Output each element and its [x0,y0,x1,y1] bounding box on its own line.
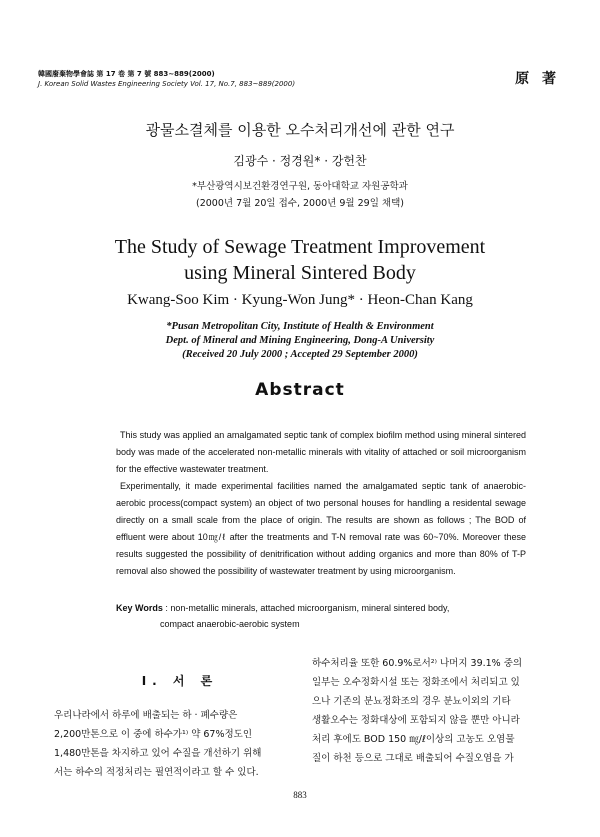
korean-authors: 김광수 · 정경원* · 강헌찬 [233,154,367,168]
body-line: 우리나라에서 하루에 배출되는 하 · 폐수량은 [54,710,238,721]
abstract-body [116,427,526,580]
abstract-paragraph-2: Experimentally, it made experimental facilities named the amalgamated septic tank of anaerobic-aerobic process(compact system) an object of two personal houses for handling a residental sewage directly on a small scale from the place of origin. The results are shown as follows ; The BOD of effluent were about 10㎎/ℓ after the treatments and T-N removal rate was 60~70%. Moreover these results suggested the possibility of denitrification without adding organics and more than 80% of T-P removal also showed the possibility of wastewater treatment by using microorganism. [116,481,526,576]
body-line: 질이 하천 등으로 그대로 배출되어 수질오염을 가 [312,753,514,764]
body-column-right [312,654,557,768]
section-heading-introduction: Ⅰ. 서 론 [141,674,219,688]
body-line: 으나 기존의 분뇨정화조의 경우 분뇨이외의 기타 [312,696,511,707]
body-line: 생활오수는 정화대상에 포함되지 않을 뿐만 아니라 [312,715,520,726]
body-line: 처리 후에도 BOD 150 ㎎/ℓ이상의 고농도 오염물 [312,734,515,745]
english-title-line1: The Study of Sewage Treatment Improvement [114,236,486,258]
english-title [0,234,600,286]
english-title-line2: using Mineral Sintered Body [184,262,416,284]
body-line: 하수처리율 또한 60.9%로서²⁾ 나머지 39.1% 중의 [312,658,523,669]
abstract-heading: Abstract [255,380,345,400]
korean-dates: (2000년 7월 20일 접수, 2000년 9월 29일 채택) [196,198,404,209]
abstract-paragraph-1: This study was applied an amalgamated septic tank of complex biofilm method using mineral sintered body was made of the accelerated non-metallic minerals with vitality of attached or soil microorganism for the effective wastewater treatment. [116,430,526,474]
english-affiliation-line1: *Pusan Metropolitan City, Institute of Health & Environment [166,321,434,332]
keywords-line2: compact anaerobic-aerobic system [160,619,300,629]
keywords-label: Key Words [116,603,163,613]
body-column-left [54,706,296,782]
journal-line-english: J. Korean Solid Wastes Engineering Society Vol. 17, No.7, 883~889(2000) [38,80,296,88]
korean-affiliation-block [0,178,600,212]
body-line: 1,480만톤을 차지하고 있어 수질을 개선하기 위해 [54,748,262,759]
body-line: 서는 하수의 적정처리는 필연적이라고 할 수 있다. [54,767,259,778]
article-type-badge: 原 著 [515,71,560,87]
korean-title: 광물소결체를 이용한 오수처리개선에 관한 연구 [145,121,455,139]
page-number: 883 [293,790,307,800]
english-dates: (Received 20 July 2000 ; Accepted 29 September 2000) [182,349,418,360]
body-line: 2,200만톤으로 이 중에 하수가¹⁾ 약 67%정도인 [54,729,253,740]
body-line: 일부는 오수정화시설 또는 정화조에서 처리되고 있 [312,677,520,688]
keywords-block [116,600,536,632]
journal-line-korean: 韓國廢棄物學會誌 第 17 卷 第 7 號 883~889(2000) [38,70,215,78]
keywords-line1: : non-metallic minerals, attached microorganism, mineral sintered body, [165,603,450,613]
english-affiliation-line2: Dept. of Mineral and Mining Engineering, Dong-A University [165,335,435,346]
korean-affiliation: *부산광역시보건환경연구원, 동아대학교 자원공학과 [192,181,408,192]
english-affiliation-block [0,320,600,362]
journal-citation [38,69,295,89]
english-authors: Kwang-Soo Kim · Kyung-Won Jung* · Heon-Chan Kang [127,292,473,308]
